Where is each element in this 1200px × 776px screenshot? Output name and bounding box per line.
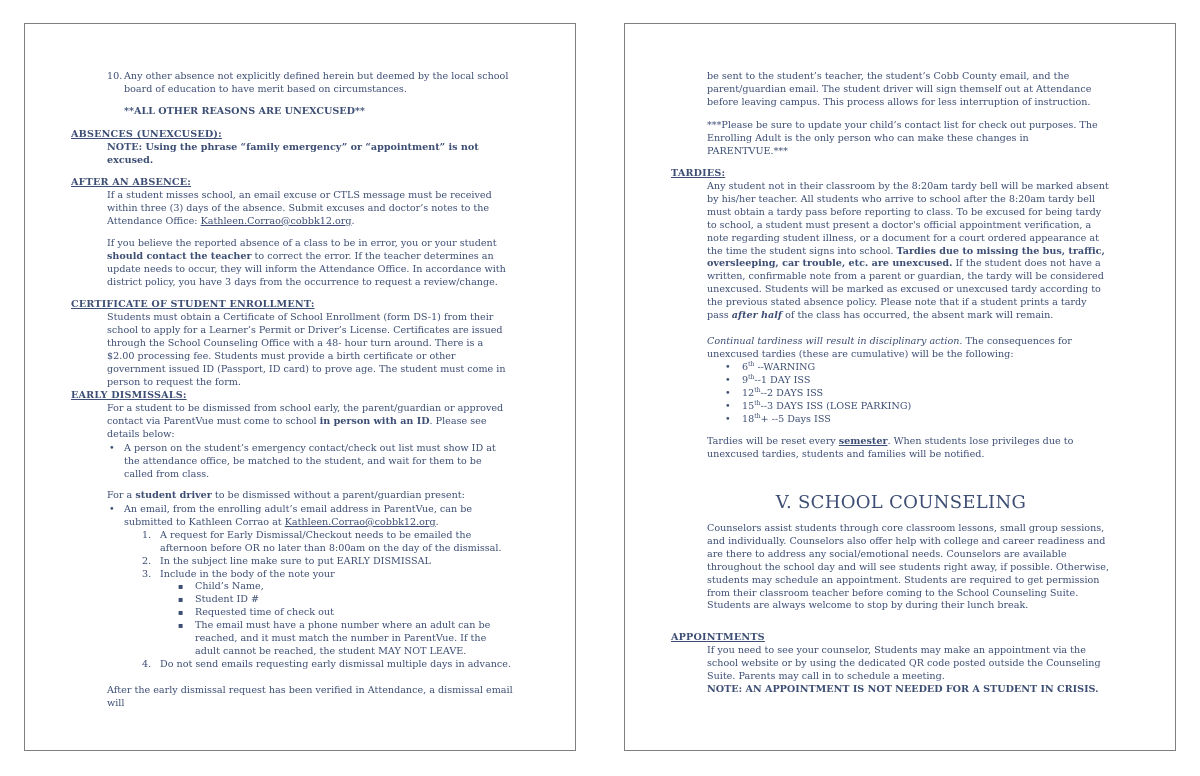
square-bullet: ▪ [178,582,184,591]
after-absence-p2-bold: should contact the teacher [107,250,252,262]
early-dismissals-p2-b: to be dismissed without a parent/guardian present: [211,490,465,501]
early-dismissals-heading: EARLY DISMISSALS: [71,390,187,401]
bullet-dot: • [725,414,731,425]
bullet-dot: • [725,401,731,412]
attendance-email-link[interactable]: Kathleen.Corrao@cobbk12.org [200,215,352,227]
after-absence-heading: AFTER AN ABSENCE: [71,177,192,188]
early-dismissals-b2-text: An email, from the enrolling adult’s email address in ParentVue, can be submitted to Kathleen Corrao at [124,504,473,528]
certificate-heading: CERTIFICATE OF STUDENT ENROLLMENT: [71,299,315,310]
early-dismissals-after: After the early dismissal request has been verified in Attendance, a dismissal email will [107,685,513,709]
tardies-paragraph-3 [707,436,1109,462]
tardies-paragraph-2 [707,336,1109,362]
tardies-p3-b: . When students lose privileges due to unexcused tardies, students and families will be notified. [707,436,1074,460]
after-absence-p2-a: If you believe the reported absence of a class to be in error, you or your student [107,238,497,249]
tardies-p1-bold-italic: after half [731,310,783,322]
after-absence-paragraph-2 [107,238,507,290]
early-dismissals-paragraph-2 [107,490,507,503]
tardies-paragraph-1 [707,181,1109,323]
step-4-number: 4. [142,659,152,670]
step-2-number: 2. [142,556,152,567]
bullet-dot: • [725,362,731,373]
certificate-text: Students must obtain a Certificate of School Enrollment (form DS-1) from their school to apply for a Learner’s Permit or Driver’s License. Certificates are issued through the School Counseling Office with a 48- hour turn around. There is a $2.00 processing fee. Students must provide a birth certificate or other government issued ID (Passport, ID card) to prove age. The student must come in person to request the form. [107,312,506,388]
right-page [624,23,1176,751]
consequence-item: 18th+ --5 Days ISS [742,413,831,425]
step-3-number: 3. [142,569,152,580]
early-dismissals-p1-b: . Please see details below: [107,415,487,440]
tardies-p1-c: of the class has occurred, the absent mark will remain. [782,310,1054,322]
after-absence-p2-b: to correct the error. If the teacher determines an update needs to occur, they will inform the Attendance Office. In accordance with district policy, you have 3 days from the occurrence to request a review/change. [107,250,506,288]
early-dismissals-bullet-1: A person on the student’s emergency contact/check out list must show ID at the attendance office, be matched to the student, and wait for them to be called from class. [124,443,496,480]
absences-unexcused-note: NOTE: Using the phrase “family emergency” or “appointment” is not excused. [107,142,479,166]
bullet-dot: • [725,375,731,386]
appointments-heading: APPOINTMENTS [671,632,765,643]
item-10-number: 10. [107,71,123,82]
step-1-number: 1. [142,530,152,541]
step-3-subitem-4: The email must have a phone number where an adult can be reached, and it must match the number in ParentVue. If the adult cannot be reached, the student MAY NOT LEAVE. [195,620,491,657]
step-4-text: Do not send emails requesting early dismissal multiple days in advance. [160,659,511,670]
counseling-text: Counselors assist students through core classroom lessons, small group sessions, and individually. Counselors also offer help with college and career readiness and are there to address any social/emotional needs. Counselors are available throughout the school day and will see students right away, if possible. Otherwise, students may schedule an appointment. Students are required to get permission from their classroom teacher before coming to the School Counseling Suite. Students are always welcome to stop by during their lunch break. [707,523,1110,612]
step-3-subitem-1: Child’s Name, [195,581,264,592]
item-10-text: Any other absence not explicitly defined herein but deemed by the local school board of education to have merit based on circumstances. [124,71,509,95]
square-bullet: ▪ [178,621,184,630]
tardies-heading: TARDIES: [671,168,726,179]
early-dismissals-p2-a: For a [107,490,136,501]
tardies-p1-bold: Tardies due to missing the bus, traffic, oversleeping, car trouble, etc. are unexcused. [707,245,1105,270]
step-2-text: In the subject line make sure to put EARLY DISMISSAL [160,556,431,567]
square-bullet: ▪ [178,595,184,604]
school-counseling-title: V. SCHOOL COUNSELING [775,492,1027,513]
tardies-p3-semester: semester [838,436,888,447]
square-bullet: ▪ [178,608,184,617]
early-dismissals-p1-bold: in person with an ID [319,415,430,427]
tardies-p2-rest: The consequences for unexcused tardies (these are cumulative) will be the following: [707,336,1072,360]
step-3-subitem-2: Student ID # [195,594,260,605]
after-absence-p1-end: . [351,215,355,227]
update-contact-note: ***Please be sure to update your child’s contact list for check out purposes. The Enrolling Adult is the only person who can make these changes in PARENTVUE.*** [707,120,1098,157]
consequence-item: 9th--1 DAY ISS [742,374,811,386]
step-3-subitem-3: Requested time of check out [195,607,334,618]
consequence-item: 15th--3 DAYS ISS (LOSE PARKING) [742,400,912,412]
early-dismissals-p2-bold: student driver [135,490,212,501]
early-dismissals-bullet-2 [124,504,514,530]
bullet-dot: • [109,504,115,515]
tardies-p1-b: If the student does not have a written, confirmable note from a parent or guardian, the tardy will be considered unexcused. Students will be marked as excused or unexcused tardy according to the previous stated absence policy. Please note that if a student prints a tardy pass [707,258,1104,322]
tardies-p3-a: Tardies will be reset every [707,436,839,447]
after-absence-paragraph-1 [107,190,507,229]
tardies-p1-a: Any student not in their classroom by the 8:20am tardy bell will be marked absent by his/her teacher. All students who arrive to school after the 8:20am tardy bell must obtain a tardy pass before reporting to class. To be excused for being tardy to school, a student must present a doctor's official appointment verification, a note regarding student illness, or a document for a court ordered appearance at the time the student signs into school. [707,181,1109,257]
consequence-item: 12th--2 DAYS ISS [742,387,824,399]
left-page [24,23,576,751]
consequence-item: 6th --WARNING [742,361,816,373]
early-dismissals-paragraph-1 [107,403,507,442]
early-dismissals-b2-end: . [435,516,439,528]
tardies-p2-italic: Continual tardiness will result in disciplinary action. [707,336,963,347]
bullet-dot: • [725,388,731,399]
step-1-text: A request for Early Dismissal/Checkout needs to be emailed the afternoon before OR no later than 8:00am on the day of the dismissal. [160,530,502,554]
after-absence-p1-text: If a student misses school, an email excuse or CTLS message must be received within three (3) days of the absence. Submit excuses and doctor’s notes to the Attendance Office: [107,190,492,227]
appointments-text: If you need to see your counselor, Students may make an appointment via the school website or by using the dedicated QR code posted outside the Counseling Suite. Parents may call in to schedule a meeting. [707,645,1101,682]
dismissal-continued-text: be sent to the student’s teacher, the student’s Cobb County email, and the parent/guardian email. The student driver will sign themself out at Attendance before leaving campus. This process allows for less interruption of instruction. [707,71,1092,108]
bullet-dot: • [109,443,115,454]
dismissal-email-link[interactable]: Kathleen.Corrao@cobbk12.org [284,516,436,528]
absences-unexcused-heading: ABSENCES (UNEXCUSED): [71,129,222,140]
appointments-note: NOTE: AN APPOINTMENT IS NOT NEEDED FOR A STUDENT IN CRISIS. [707,684,1099,695]
other-reasons-unexcused: **ALL OTHER REASONS ARE UNEXCUSED** [124,106,365,117]
early-dismissals-p1-a: For a student to be dismissed from school early, the parent/guardian or approved contact via ParentVue must come to school [107,403,504,427]
step-3-text: Include in the body of the note your [160,569,335,580]
